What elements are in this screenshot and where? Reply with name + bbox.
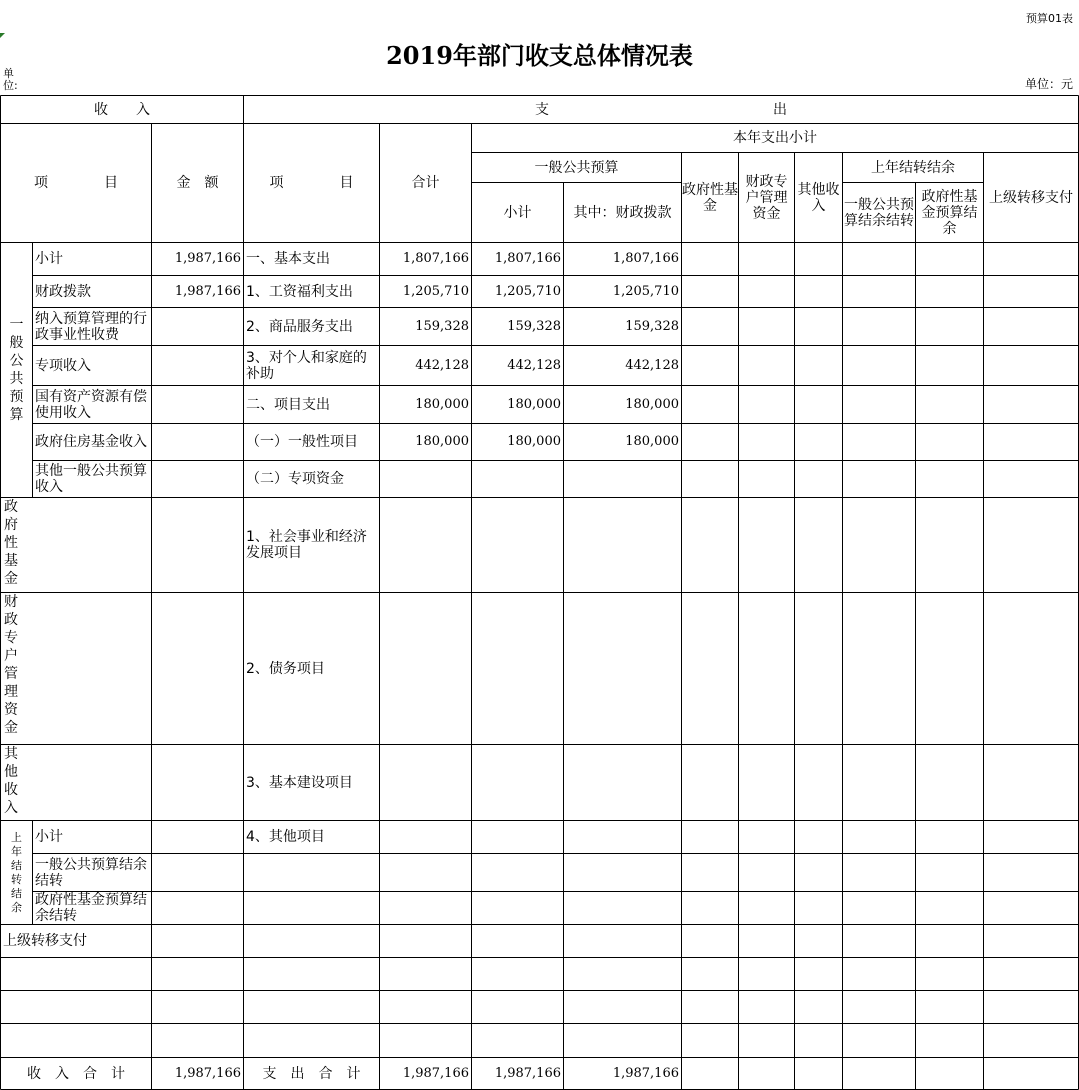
expense-total-sum: [380, 1058, 471, 1089]
expense-item-individuals-text: 3、对个人和家庭的补助: [246, 349, 367, 382]
header-prior-balance-text: 上年结转结余: [871, 159, 955, 176]
group-other-income-text: 其他收入: [4, 746, 18, 816]
expense-item-debt: [244, 593, 379, 744]
header-of-which-fiscal: [564, 183, 681, 242]
expense-total-subtotal: [472, 1058, 563, 1089]
income-item-housing-fund-text: 政府住房基金收入: [35, 434, 147, 450]
unit-label-right: 单位：元: [1024, 77, 1073, 91]
income-item-state-assets: [33, 386, 151, 423]
expense-total-label: [244, 1058, 379, 1089]
expense-fiscal-goods: [564, 308, 681, 345]
group-other-income: [1, 745, 32, 820]
expense-subtotal-wages-text: 1,205,710: [494, 283, 561, 299]
header-prior-gov-fund-text: 政府性基金预算结余: [921, 188, 978, 237]
expense-fiscal-wages-text: 1,205,710: [612, 283, 679, 299]
expense-total-fiscal-text: 1,987,166: [612, 1065, 679, 1081]
expense-fiscal-goods-text: 159,328: [625, 318, 679, 334]
expense-item-wages-text: 1、工资福利支出: [246, 283, 353, 300]
expense-fiscal-project: [564, 386, 681, 423]
expense-item-goods-text: 2、商品服务支出: [246, 318, 353, 335]
expense-subtotal-general-project: [472, 424, 563, 460]
header-prior-balance: [843, 153, 983, 182]
group-fiscal-special-text: 财政专户管理资金: [4, 594, 18, 736]
income-item-prior-subtotal-text: 小计: [35, 829, 63, 845]
expense-item-debt-text: 2、债务项目: [246, 660, 325, 677]
expense-fiscal-general-project: [564, 424, 681, 460]
group-general-budget-text: 一般公共预算: [9, 317, 24, 423]
expense-subtotal-basic: [472, 243, 563, 275]
header-income-text: 收 入: [94, 101, 150, 118]
income-item-subtotal: [33, 243, 151, 275]
income-item-fiscal-grant-text: 财政拨款: [35, 283, 91, 300]
expense-total-project-text: 180,000: [415, 396, 469, 412]
expense-item-project: [244, 386, 379, 423]
group-prior-balance-text: 上年结转结余: [11, 830, 22, 914]
form-code: 预算01表: [1026, 12, 1073, 25]
header-prior-gov-fund: [916, 183, 983, 242]
group-gov-fund-text: 政府性基金: [4, 499, 18, 587]
expense-total-basic-text: 1,807,166: [402, 251, 469, 266]
expense-total-wages-text: 1,205,710: [402, 283, 469, 299]
expense-subtotal-wages: [472, 276, 563, 307]
group-prior-balance: [1, 821, 32, 924]
income-item-housing-fund: [33, 424, 151, 460]
expense-item-basic-text: 一、基本支出: [246, 251, 330, 267]
income-item-other-general: [33, 461, 151, 497]
header-gov-fund: [682, 153, 738, 242]
expense-item-social-dev-text: 1、社会事业和经济发展项目: [246, 529, 367, 561]
group-general-budget: [1, 243, 32, 497]
expense-item-general-project: [244, 424, 379, 460]
income-item-fiscal-grant: [33, 276, 151, 307]
header-current-year-subtotal-text: 本年支出小计: [733, 130, 817, 146]
header-expense-text: 支 出: [535, 101, 787, 118]
income-item-other-general-text: 其他一般公共预算收入: [35, 463, 147, 495]
income-item-prior-general: [33, 854, 151, 891]
expense-total-wages: [380, 276, 471, 307]
expense-total-general-project-text: 180,000: [415, 434, 469, 449]
expense-subtotal-goods-text: 159,328: [507, 318, 561, 334]
header-expense-item: [244, 124, 379, 242]
header-amount: [152, 124, 243, 242]
header-income-item-text: 项 目: [34, 175, 118, 191]
expense-item-general-project-text: （一）一般性项目: [246, 434, 358, 450]
expense-total-goods-text: 159,328: [415, 318, 469, 334]
page-title: 2019年部门收支总体情况表: [386, 41, 693, 70]
income-amount-fiscal-grant: [152, 276, 243, 307]
income-item-prior-subtotal: [33, 821, 151, 853]
income-item-prior-general-text: 一般公共预算结余结转: [35, 856, 147, 889]
expense-item-goods: [244, 308, 379, 345]
expense-total-fiscal: [564, 1058, 681, 1089]
header-fiscal-special: [739, 153, 794, 242]
expense-item-construction-text: 3、基本建设项目: [246, 774, 353, 791]
expense-subtotal-general-project-text: 180,000: [507, 434, 561, 449]
unit-label-left: 单位:: [3, 67, 18, 92]
expense-item-construction: [244, 745, 379, 820]
expense-fiscal-individuals-text: 442,128: [625, 357, 679, 373]
expense-total-label-text: 支 出 合 计: [262, 1065, 361, 1082]
header-prior-general-text: 一般公共预算结余结转: [844, 196, 914, 229]
income-item-prior-gov-fund: [33, 892, 151, 924]
expense-fiscal-basic: [564, 243, 681, 275]
header-upper-transfer: [984, 153, 1078, 242]
expense-fiscal-individuals: [564, 346, 681, 385]
header-subtotal-text: 小计: [503, 204, 532, 221]
expense-total-basic: [380, 243, 471, 275]
expense-item-project-text: 二、项目支出: [246, 396, 330, 413]
group-gov-fund: [1, 498, 32, 592]
income-item-admin-fees: [33, 308, 151, 345]
expense-total-sum-text: 1,987,166: [402, 1065, 469, 1081]
income-total-amount-text: 1,987,166: [174, 1065, 241, 1081]
header-total: [380, 124, 471, 242]
expense-subtotal-project: [472, 386, 563, 423]
expense-total-project: [380, 386, 471, 423]
header-subtotal: [472, 183, 563, 242]
header-total-text: 合计: [411, 175, 440, 191]
expense-item-special-funds-text: （二）专项资金: [246, 471, 344, 487]
header-other-income-text: 其他收入: [797, 181, 840, 214]
header-expense-item-text: 项 目: [269, 175, 354, 191]
header-expense: [244, 96, 1078, 123]
expense-item-basic: [244, 243, 379, 275]
expense-item-social-dev: [244, 498, 379, 592]
expense-total-goods: [380, 308, 471, 345]
income-item-state-assets-text: 国有资产资源有偿使用收入: [35, 388, 147, 421]
expense-fiscal-wages: [564, 276, 681, 307]
expense-item-individuals: [244, 346, 379, 385]
expense-subtotal-individuals: [472, 346, 563, 385]
expense-item-special-funds: [244, 461, 379, 497]
income-total-label: [1, 1058, 151, 1089]
income-item-subtotal-text: 小计: [35, 251, 63, 267]
income-amount-subtotal-text: 1,987,166: [174, 251, 241, 266]
header-other-income: [795, 153, 842, 242]
expense-item-wages: [244, 276, 379, 307]
income-item-upper-transfer: [1, 925, 151, 957]
income-item-special-income-text: 专项收入: [35, 357, 91, 374]
header-general-budget: [472, 153, 681, 182]
header-fiscal-special-text: 财政专户管理资金: [745, 173, 788, 222]
expense-total-individuals: [380, 346, 471, 385]
income-item-upper-transfer-text: 上级转移支付: [3, 933, 87, 949]
expense-subtotal-project-text: 180,000: [507, 396, 561, 412]
expense-subtotal-basic-text: 1,807,166: [494, 251, 561, 266]
header-current-year-subtotal: [472, 124, 1078, 152]
income-item-admin-fees-text: 纳入预算管理的行政事业性收费: [35, 310, 147, 343]
expense-total-individuals-text: 442,128: [415, 357, 469, 373]
income-item-special-income: [33, 346, 151, 385]
header-income-item: [1, 124, 151, 242]
expense-item-other-project-text: 4、其他项目: [246, 829, 325, 845]
expense-subtotal-goods: [472, 308, 563, 345]
expense-fiscal-project-text: 180,000: [625, 396, 679, 412]
expense-total-subtotal-text: 1,987,166: [494, 1065, 561, 1081]
expense-total-general-project: [380, 424, 471, 460]
header-prior-general: [843, 183, 915, 242]
income-total-amount: [152, 1058, 243, 1089]
header-general-budget-text: 一般公共预算: [534, 159, 619, 176]
header-upper-transfer-text: 上级转移支付: [989, 189, 1073, 206]
income-total-label-text: 收 入 合 计: [27, 1065, 125, 1082]
budget-table: [0, 95, 1079, 1090]
income-item-prior-gov-fund-text: 政府性基金预算结余结转: [35, 892, 147, 924]
group-fiscal-special: [1, 593, 32, 744]
header-of-which-fiscal-text: 其中：财政拨款: [573, 204, 672, 221]
header-income: [1, 96, 243, 123]
header-amount-text: 金 额: [176, 175, 219, 191]
expense-fiscal-general-project-text: 180,000: [625, 434, 679, 449]
expense-subtotal-individuals-text: 442,128: [507, 357, 561, 373]
income-amount-fiscal-grant-text: 1,987,166: [174, 283, 241, 299]
header-gov-fund-text: 政府性基金: [682, 181, 738, 214]
expense-fiscal-basic-text: 1,807,166: [612, 251, 679, 266]
expense-item-other-project: [244, 821, 379, 853]
income-amount-subtotal: [152, 243, 243, 275]
